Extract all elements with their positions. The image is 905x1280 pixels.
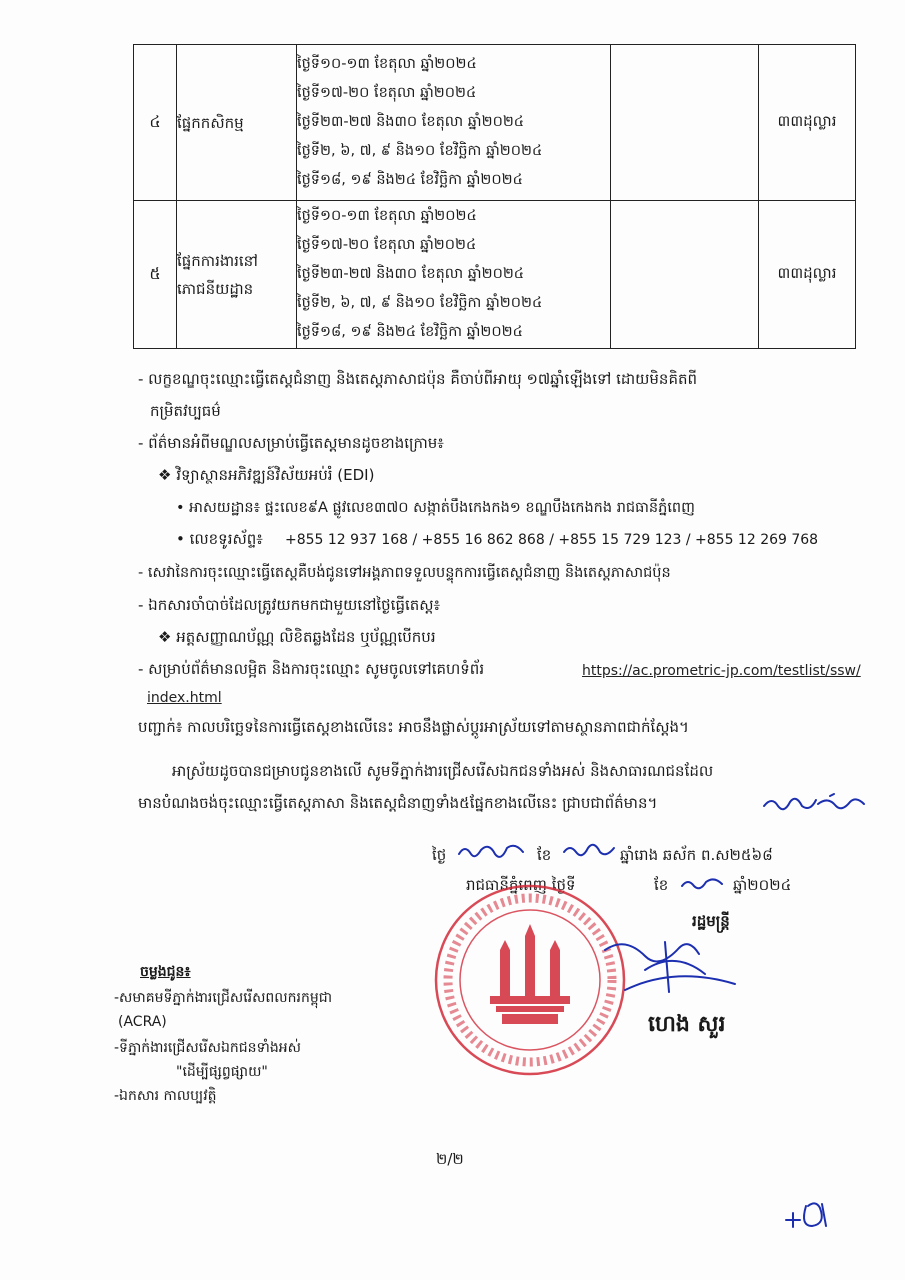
handwritten-lunar-day — [455, 838, 535, 862]
test-date: ថ្ងៃទី២, ៦, ៧, ៩ និង១០ ខែវិច្ឆិកា ឆ្នាំ២០២៤ — [297, 143, 543, 159]
sector-name: ផ្នែកការងារនៅ ភោជនីយដ្ឋាន — [177, 201, 297, 349]
test-fee: ៣៣ដុល្លារ — [759, 45, 856, 201]
bullet-age-requirement: - លក្ខខណ្ឌចុះឈ្មោះធ្វើតេស្តជំនាញ និងតេស្តភាសាជប៉ុន គឺចាប់ពីអាយុ ១៧ឆ្នាំឡើងទៅ ដោយមិនគិតពី — [138, 370, 698, 388]
phone-numbers: +855 12 937 168 / +855 16 862 868 / +855 15 729 123 / +855 12 269 768 — [285, 532, 819, 548]
sector-name: ផ្នែកកសិកម្ម — [177, 45, 297, 201]
test-date: ថ្ងៃទី១៧-២០ ខែតុលា ឆ្នាំ២០២៤ — [297, 237, 477, 253]
bullet-required-documents: - ឯកសារចាំបាច់ដែលត្រូវយកមកជាមួយនៅថ្ងៃធ្វើតេស្ត៖ — [138, 596, 441, 614]
solar-date-label: រាជធានីភ្នំពេញ ថ្ងៃទី — [466, 876, 576, 894]
remark: បញ្ជាក់៖ កាលបរិច្ឆេទនៃការធ្វើតេស្តខាងលើនេះ អាចនឹងផ្លាស់ប្តូរអាស្រ័យទៅតាមស្ថានភាពជាក់ស្តែង។ — [138, 718, 689, 736]
test-dates — [297, 45, 611, 201]
bullet-registration-fee: - សេវានៃការចុះឈ្មោះធ្វើតេស្តគឺបង់ជូនទៅអង្គភាពទទួលបន្ទុកការធ្វើតេស្តជំនាញ និងតេស្តភាសាជប៉ុន — [138, 565, 671, 581]
lunar-date-year: ឆ្នាំរោង ឆស័ក ព.ស២៥៦៨ — [620, 846, 773, 864]
empty-cell — [611, 45, 759, 201]
website-link[interactable]: https://ac.prometric-jp.com/testlist/ssw/ — [582, 663, 861, 679]
handwritten-note — [760, 790, 870, 816]
row-number: ៥ — [134, 201, 177, 349]
closing-paragraph-line2: មានបំណងចង់ចុះឈ្មោះធ្វើតេស្តភាសា និងតេស្តជំនាញទាំង៥ផ្នែកខាងលើនេះ ជ្រាបជាព័ត៌មាន។ — [138, 794, 658, 812]
test-date: ថ្ងៃទី២៣-២៧ និង៣០ ខែតុលា ឆ្នាំ២០២៤ — [297, 114, 525, 130]
page-number: ២/២ — [436, 1150, 464, 1168]
test-date: ថ្ងៃទី២, ៦, ៧, ៩ និង១០ ខែវិច្ឆិកា ឆ្នាំ២០២៤ — [297, 295, 543, 311]
solar-date-year: ឆ្នាំ២០២៤ — [733, 876, 792, 894]
bullet-test-center: - ព័ត៌មានអំពីមណ្ឌលសម្រាប់ធ្វើតេស្តមានដូចខាងក្រោម៖ — [138, 434, 444, 452]
row-number: ៤ — [134, 45, 177, 201]
recipients-heading: ចម្លងជូន៖ — [140, 964, 191, 980]
recipient-item: -សមាគមទីភ្នាក់ងារជ្រើសរើសពលករកម្ពុជា — [114, 990, 333, 1006]
test-date: ថ្ងៃទី១០-១៣ ខែតុលា ឆ្នាំ២០២៤ — [297, 208, 477, 224]
test-date: ថ្ងៃទី១០-១៣ ខែតុលា ឆ្នាំ២០២៤ — [297, 56, 477, 72]
test-date: ថ្ងៃទី២៣-២៧ និង៣០ ខែតុលា ឆ្នាំ២០២៤ — [297, 266, 525, 282]
empty-cell — [611, 201, 759, 349]
recipient-item: (ACRA) — [118, 1014, 167, 1030]
recipient-note: "ដើម្បីផ្សព្វផ្សាយ" — [176, 1064, 268, 1080]
lunar-date-day-label: ថ្ងៃ — [432, 846, 447, 864]
minister-name: ហេង សួរ — [648, 1012, 726, 1037]
recipient-item: -ឯកសារ កាលប្បវត្តិ — [114, 1088, 217, 1104]
test-date: ថ្ងៃទី១៧-២០ ខែតុលា ឆ្នាំ២០២៤ — [297, 85, 477, 101]
test-center-name: ❖ វិទ្យាស្ថានអភិវឌ្ឍន៍វិស័យអប់រំ (EDI) — [158, 466, 375, 484]
minister-signature — [585, 930, 765, 1010]
closing-paragraph-line1: អាស្រ័យដូចបានជម្រាបជូនខាងលើ សូមទីភ្នាក់ងារជ្រើសរើសឯកជនទាំងអស់ និងសាធារណជនដែល — [172, 762, 714, 780]
table-row — [134, 201, 856, 349]
required-documents-list: ❖ អត្តសញ្ញាណប័ណ្ណ លិខិតឆ្លងដែន ឬប័ណ្ណបើកបរ — [158, 628, 436, 646]
schedule-table — [133, 44, 856, 349]
test-fee: ៣៣ដុល្លារ — [759, 201, 856, 349]
table-row — [134, 45, 856, 201]
phone-label: • លេខទូរស័ព្ទ៖ — [176, 530, 263, 548]
handwritten-solar-month — [678, 872, 728, 894]
test-center-address: • អាសយដ្ឋាន៖ ផ្ទះលេខ៩A ផ្លូវលេខ៣៧០ សង្កាត់បឹងកេងកង១ ខណ្ឌបឹងកេងកង រាជធានីភ្នំពេញ — [176, 500, 695, 516]
bullet-website: - សម្រាប់ព័ត៌មានលម្អិត និងការចុះឈ្មោះ សូមចូលទៅគេហទំព័រ — [138, 660, 485, 678]
test-date: ថ្ងៃទី១៨, ១៩ និង២៤ ខែវិច្ឆិកា ឆ្នាំ២០២៤ — [297, 172, 523, 188]
bullet-age-requirement-cont: កម្រិតវប្បធម៌ — [150, 402, 221, 420]
website-link-cont[interactable]: index.html — [147, 690, 222, 706]
solar-date-month-label: ខែ — [654, 876, 669, 894]
handwritten-initials — [780, 1198, 840, 1232]
minister-title: រដ្ឋមន្ត្រី — [692, 912, 730, 930]
recipient-item: -ទីភ្នាក់ងារជ្រើសរើសឯកជនទាំងអស់ — [114, 1040, 301, 1056]
lunar-date-month-label: ខែ — [537, 846, 552, 864]
handwritten-lunar-month — [560, 838, 620, 862]
test-dates — [297, 201, 611, 349]
test-date: ថ្ងៃទី១៨, ១៩ និង២៤ ខែវិច្ឆិកា ឆ្នាំ២០២៤ — [297, 324, 523, 340]
